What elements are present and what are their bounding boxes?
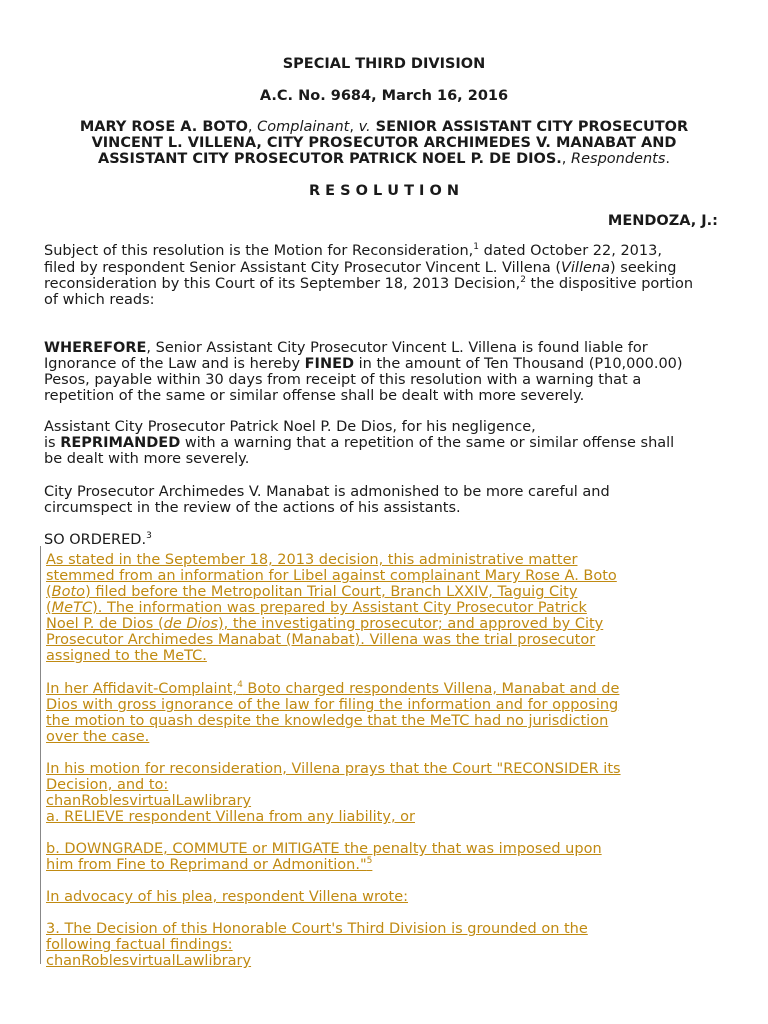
hl-para-b-line-1[interactable] <box>46 681 619 697</box>
hl-para-f-line-1[interactable]: 3. The Decision of this Honorable Court's Third Division is grounded on the <box>46 921 588 937</box>
text: , Senior Assistant City Prosecutor Vincent L. Villena is found liable for <box>146 340 648 356</box>
hl-para-a-line-5[interactable] <box>46 616 603 632</box>
text: FINED <box>304 356 355 372</box>
case-title-line-3 <box>0 151 768 167</box>
case-title-line-1 <box>0 119 768 135</box>
dispositive-p1-line-2 <box>44 356 683 372</box>
hl-para-c-line-2[interactable]: Decision, and to: <box>46 777 169 793</box>
hl-para-b-line-4[interactable]: over the case. <box>46 729 150 745</box>
text: Boto <box>51 584 86 600</box>
hl-para-d-line-2[interactable] <box>46 857 372 873</box>
dispositive-p1-line-3: Pesos, payable within 30 days from receipt of this resolution with a warning that a <box>44 372 642 388</box>
dispositive-p3-line-2: circumspect in the review of the actions of his assistants. <box>44 500 461 516</box>
text: with a warning that a repetition of the same or similar offense shall <box>180 435 675 451</box>
respondents-label: Respondents <box>571 151 666 167</box>
hl-para-f-line-3[interactable]: chanRoblesvirtualLawlibrary <box>46 953 252 969</box>
separator: , <box>247 119 258 135</box>
footnote-ref[interactable]: 3 <box>146 531 152 542</box>
hl-para-d-line-1[interactable]: b. DOWNGRADE, COMMUTE or MITIGATE the penalty that was imposed upon <box>46 841 602 857</box>
case-title-line-2: VINCENT L. VILLENA, CITY PROSECUTOR ARCHIMEDES V. MANABAT AND <box>91 135 677 151</box>
separator: . <box>665 151 670 167</box>
intro-line-3 <box>44 276 693 292</box>
hl-para-c-line-1[interactable]: In his motion for reconsideration, Villena prays that the Court "RECONSIDER its <box>46 761 621 777</box>
text: In her Affidavit-Complaint, <box>46 681 238 697</box>
ponente: MENDOZA, J.: <box>607 213 718 229</box>
so-ordered <box>44 532 152 548</box>
separator: , <box>349 119 359 135</box>
text: him from Fine to Reprimand or Admonition." <box>46 857 367 873</box>
text: SO ORDERED. <box>44 532 147 548</box>
respondent-text: SENIOR ASSISTANT CITY PROSECUTOR <box>370 119 689 135</box>
text: filed by respondent Senior Assistant City Prosecutor Vincent L. Villena ( <box>44 260 561 276</box>
footnote-ref[interactable]: 2 <box>520 275 526 286</box>
text: Subject of this resolution is the Motion for Reconsideration, <box>44 243 474 259</box>
text: reconsideration by this Court of its September 18, 2013 Decision, <box>44 276 521 292</box>
resolution-heading: R E S O L U T I O N <box>308 183 460 199</box>
dispositive-p2-line-1: Assistant City Prosecutor Patrick Noel P. De Dios, for his negligence, <box>44 419 536 435</box>
text: Villena <box>560 260 610 276</box>
hl-para-a-line-7[interactable]: assigned to the MeTC. <box>46 648 207 664</box>
text: the dispositive portion <box>525 276 694 292</box>
footnote-ref[interactable]: 1 <box>473 242 480 253</box>
text: MeTC <box>51 600 93 616</box>
text: dated October 22, 2013, <box>479 243 662 259</box>
hl-para-a-line-6[interactable]: Prosecutor Archimedes Manabat (Manabat). Villena was the trial prosecutor <box>46 632 596 648</box>
hl-para-c-line-4[interactable]: a. RELIEVE respondent Villena from any liability, or <box>46 809 415 825</box>
text: WHEREFORE <box>44 340 147 356</box>
text: Ignorance of the Law and is hereby <box>44 356 305 372</box>
hl-para-f-line-2[interactable]: following factual findings: <box>46 937 233 953</box>
footnote-ref[interactable]: 4 <box>237 680 243 691</box>
text: REPRIMANDED <box>60 435 181 451</box>
dispositive-p1-line-1 <box>44 340 648 356</box>
hl-para-e-line-1[interactable]: In advocacy of his plea, respondent Villena wrote: <box>46 889 409 905</box>
dispositive-p2-line-3: be dealt with more severely. <box>44 451 250 467</box>
case-number: A.C. No. 9684, March 16, 2016 <box>259 88 509 104</box>
text: Boto charged respondents Villena, Manabat and de <box>242 681 620 697</box>
hl-para-b-line-3[interactable]: the motion to quash despite the knowledge that the MeTC had no jurisdiction <box>46 713 609 729</box>
text: de Dios <box>163 616 218 632</box>
text: ), the investigating prosecutor; and approved by City <box>217 616 604 632</box>
hl-para-a-line-2[interactable]: stemmed from an information for Libel against complainant Mary Rose A. Boto <box>46 568 617 584</box>
hl-para-a-line-4[interactable] <box>46 600 587 616</box>
intro-line-2 <box>44 260 676 276</box>
complainant-label: Complainant <box>257 119 350 135</box>
text: is <box>44 435 61 451</box>
dispositive-p2-line-2 <box>44 435 674 451</box>
text: Noel P. de Dios ( <box>46 616 164 632</box>
hl-para-b-line-2[interactable]: Dios with gross ignorance of the law for filing the information and for opposing <box>46 697 619 713</box>
text: ) seeking <box>610 260 677 276</box>
respondent-text: ASSISTANT CITY PROSECUTOR PATRICK NOEL P. DE DIOS. <box>98 151 562 167</box>
text: ( <box>46 584 52 600</box>
text: in the amount of Ten Thousand (P10,000.00) <box>354 356 683 372</box>
hl-para-a-line-1[interactable]: As stated in the September 18, 2013 decision, this administrative matter <box>46 552 578 568</box>
dispositive-p3-line-1: City Prosecutor Archimedes V. Manabat is admonished to be more careful and <box>44 484 610 500</box>
complainant-name: MARY ROSE A. BOTO <box>79 119 248 135</box>
text: ). The information was prepared by Assistant City Prosecutor Patrick <box>92 600 587 616</box>
text: ( <box>46 600 52 616</box>
versus: v. <box>358 119 371 135</box>
hl-para-a-line-3[interactable] <box>46 584 577 600</box>
dispositive-p1-line-4: repetition of the same or similar offense shall be dealt with more severely. <box>44 388 585 404</box>
division-heading: SPECIAL THIRD DIVISION <box>282 56 486 72</box>
separator: , <box>561 151 572 167</box>
hl-para-c-line-3[interactable]: chanRoblesvirtualLawlibrary <box>46 793 252 809</box>
text: ) filed before the Metropolitan Trial Court, Branch LXXIV, Taguig City <box>85 584 578 600</box>
left-margin-bar <box>40 546 41 964</box>
intro-line-4: of which reads: <box>44 292 155 308</box>
intro-line-1 <box>44 243 662 259</box>
footnote-ref[interactable]: 5 <box>366 856 373 867</box>
